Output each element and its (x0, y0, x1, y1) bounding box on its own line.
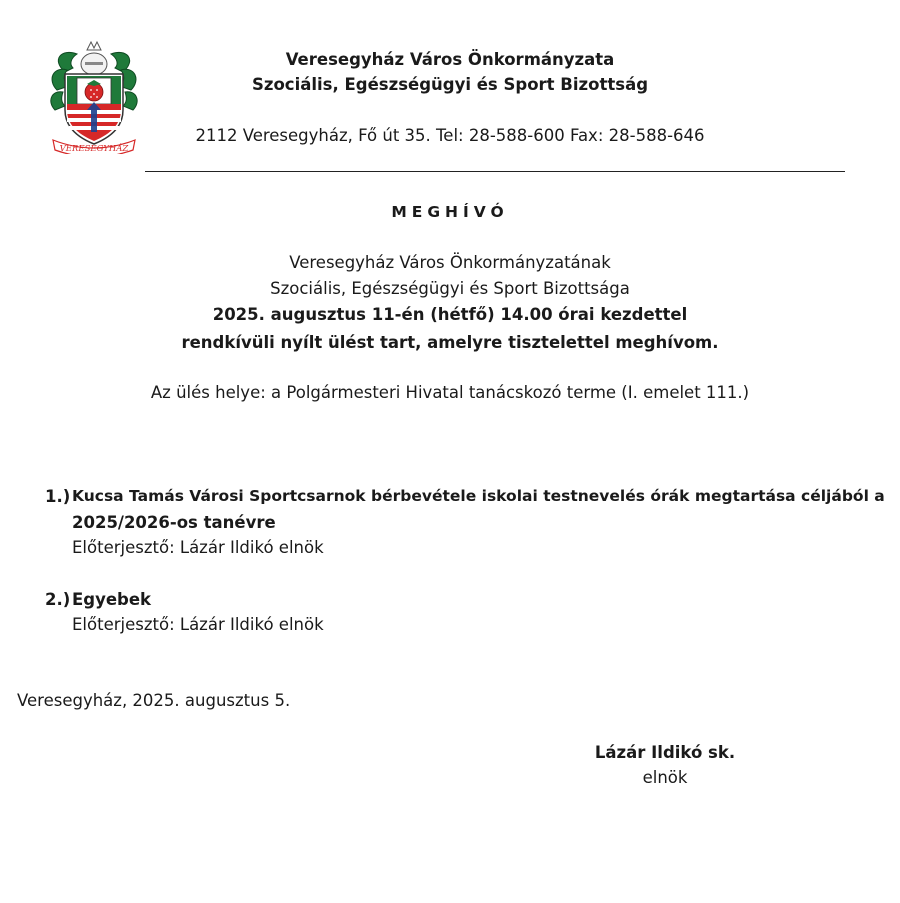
place-and-date: Veresegyház, 2025. augusztus 5. (17, 691, 291, 710)
meeting-type-line: rendkívüli nyílt ülést tart, amelyre tisztelettel meghívom. (181, 333, 719, 352)
organization-name: Veresegyház Város Önkormányzata (285, 50, 615, 69)
agenda-item-1-number: 1.) (45, 487, 71, 506)
agenda-item-2-title: Egyebek (72, 590, 152, 609)
meeting-datetime: 2025. augusztus 11-én (hétfő) 14.00 órai kezdettel (212, 305, 688, 324)
invitation-line-2: Szociális, Egészségügyi és Sport Bizottsága (270, 279, 630, 298)
signer-name: Lázár Ildikó sk. (594, 743, 736, 762)
agenda-item-2-number: 2.) (45, 590, 71, 609)
crest-banner-text: VERESEGYHÁZ (59, 144, 129, 154)
meeting-venue: Az ülés helye: a Polgármesteri Hivatal tanácskozó terme (I. emelet 111.) (150, 383, 750, 402)
committee-name: Szociális, Egészségügyi és Sport Bizottság (251, 75, 649, 94)
agenda-item-1-title-line-2: 2025/2026-os tanévre (72, 513, 276, 532)
contact-address-line: 2112 Veresegyház, Fő út 35. Tel: 28-588-600 Fax: 28-588-646 (195, 126, 705, 145)
agenda-item-2-presenter: Előterjesztő: Lázár Ildikó elnök (72, 615, 324, 634)
agenda-item-1-title-line-1: Kucsa Tamás Városi Sportcsarnok bérbevétele iskolai testnevelés órák megtartása céljából a (72, 487, 885, 505)
header-divider (145, 171, 845, 172)
invitation-line-1: Veresegyház Város Önkormányzatának (289, 253, 611, 272)
document-title: MEGHÍVÓ (391, 203, 509, 221)
agenda-item-1-presenter: Előterjesztő: Lázár Ildikó elnök (72, 538, 324, 557)
signer-role: elnök (642, 768, 688, 787)
coat-of-arms-logo (47, 40, 141, 154)
